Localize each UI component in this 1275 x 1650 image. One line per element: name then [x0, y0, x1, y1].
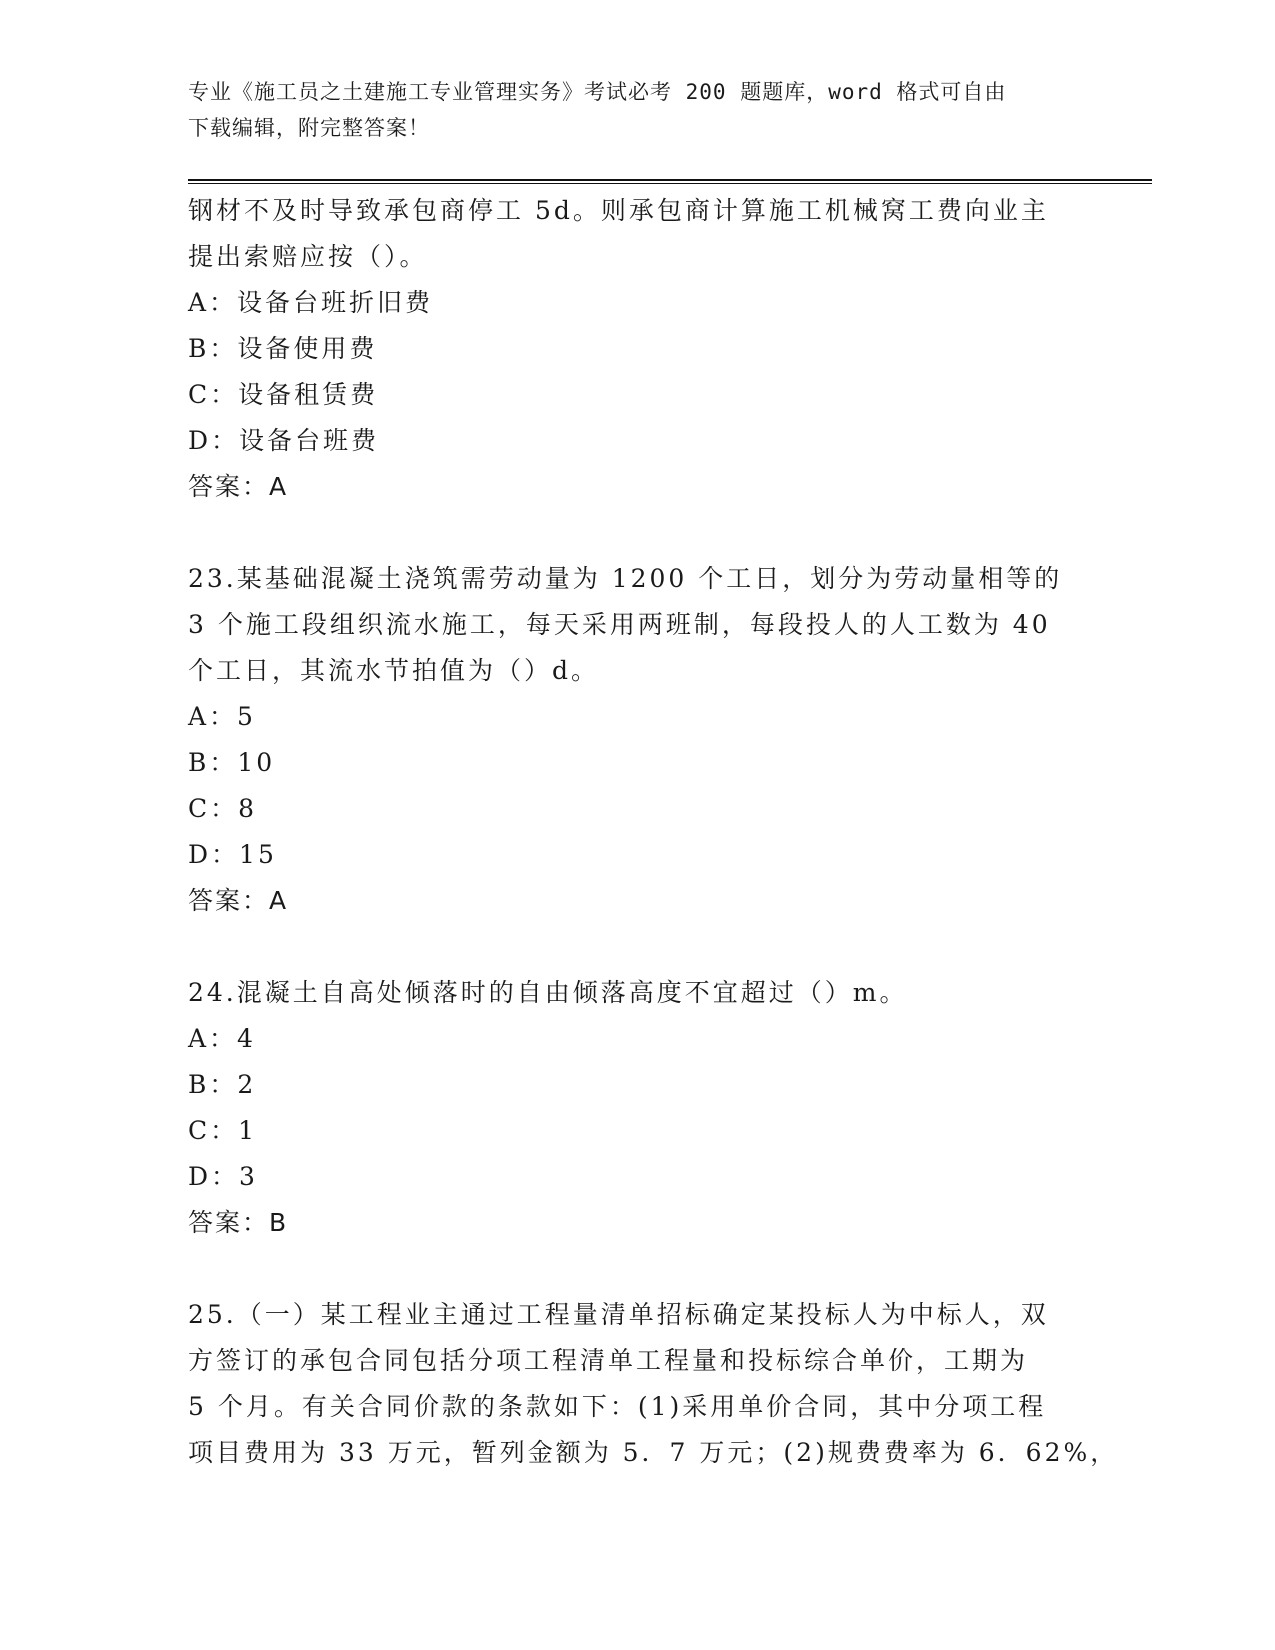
option-d: D：设备台班费 [188, 426, 380, 455]
option-c: C：1 [188, 1116, 258, 1145]
spacer [188, 924, 1108, 970]
question-stem-line: 5 个月。有关合同价款的条款如下：(1)采用单价合同，其中分项工程 [188, 1392, 1047, 1421]
question-stem-line: 提出索赔应按（）。 [188, 242, 428, 271]
question-list [188, 188, 1119, 1476]
question-stem-line: 25.（一）某工程业主通过工程量清单招标确定某投标人为中标人，双 [188, 1300, 1049, 1329]
spacer [188, 510, 1108, 556]
option-c: C：设备租赁费 [188, 380, 379, 409]
option-c: C：8 [188, 794, 258, 823]
header-title-line-1: 专业《施工员之土建施工专业管理实务》考试必考 200 题题库，word 格式可自由 [188, 80, 1007, 104]
question-stem-line: 钢材不及时导致承包商停工 5d。则承包商计算施工机械窝工费向业主 [188, 196, 1049, 225]
question-block [188, 556, 1108, 924]
option-d: D：3 [188, 1162, 258, 1191]
option-a: A：4 [188, 1024, 256, 1053]
option-a: A：5 [188, 702, 256, 731]
option-b: B：10 [188, 748, 276, 777]
option-a: A：设备台班折旧费 [188, 288, 434, 317]
question-stem-line: 3 个施工段组织流水施工，每天采用两班制，每段投人的人工数为 40 [188, 610, 1051, 639]
document-header [188, 74, 1088, 146]
spacer [188, 1246, 1108, 1292]
question-stem-line: 个工日，其流水节拍值为（）d。 [188, 656, 600, 685]
option-b: B：设备使用费 [188, 334, 378, 363]
option-d: D：15 [188, 840, 277, 869]
header-title-line-2: 下载编辑，附完整答案！ [188, 116, 430, 140]
answer-line: 答案：B [188, 1208, 289, 1237]
question-block [188, 188, 1108, 510]
header-divider-thin [188, 183, 1152, 184]
question-stem-line: 23.某基础混凝土浇筑需劳动量为 1200 个工日，划分为劳动量相等的 [188, 564, 1063, 593]
question-stem-line: 项目费用为 33 万元，暂列金额为 5．7 万元；(2)规费费率为 6．62%， [188, 1438, 1119, 1467]
header-divider-thick [188, 179, 1152, 181]
question-block [188, 1292, 1119, 1476]
option-b: B：2 [188, 1070, 257, 1099]
question-stem-line: 方签订的承包合同包括分项工程清单工程量和投标综合单价，工期为 [188, 1346, 1029, 1375]
answer-line: 答案：A [188, 472, 289, 501]
answer-line: 答案：A [188, 886, 289, 915]
question-stem-line: 24.混凝土自高处倾落时的自由倾落高度不宜超过（）m。 [188, 978, 908, 1007]
question-block [188, 970, 1108, 1246]
